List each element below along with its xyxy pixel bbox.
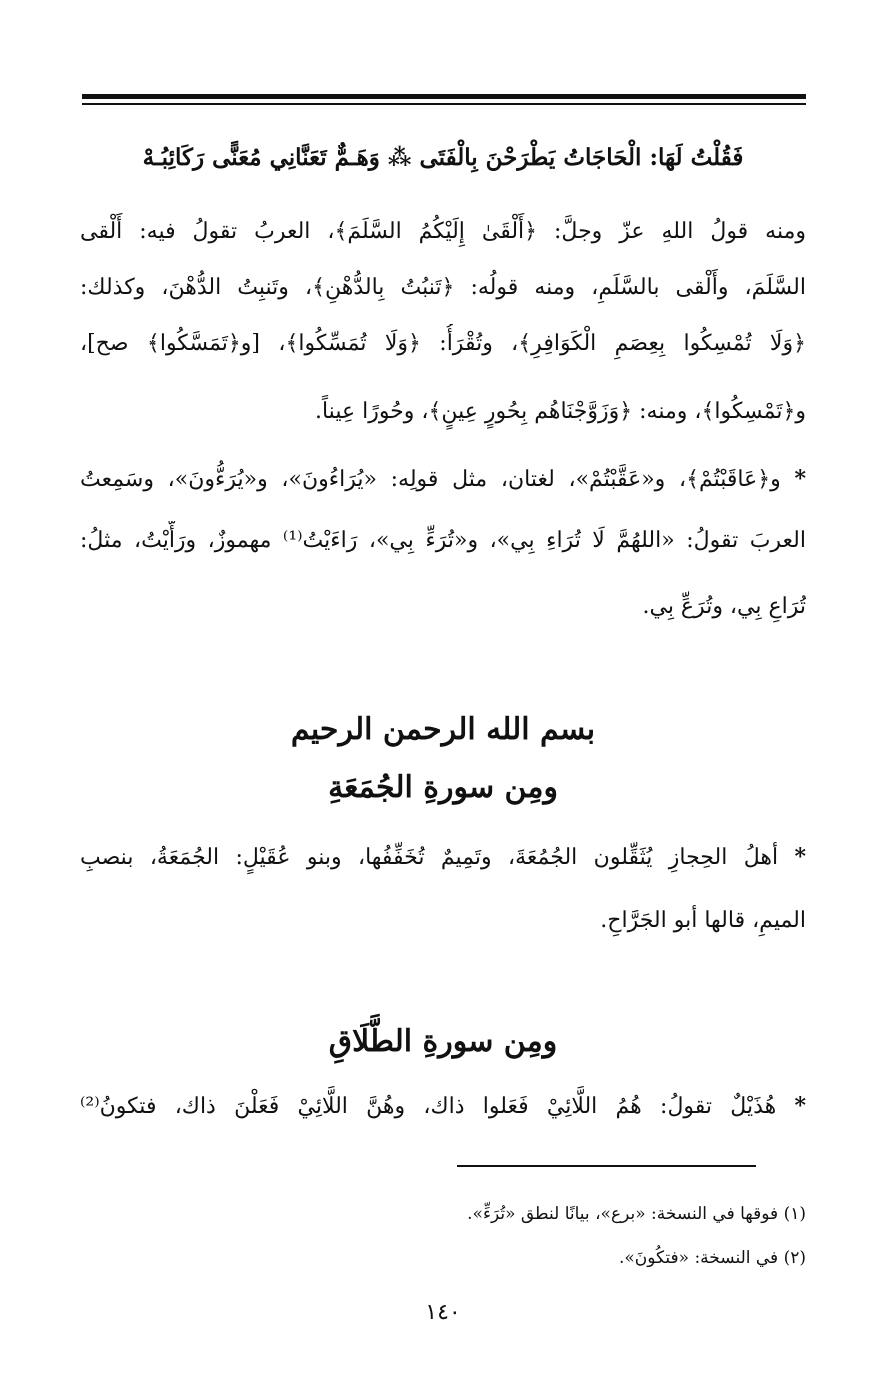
paragraph-1-line: ومنه قولُ اللهِ عزّ وجلَّ: ﴿أَلْقَىٰ إِلَيْكُمُ السَّلَمَ﴾، العربُ تقولُ فيه: أَلْقى: [80, 219, 806, 244]
footnote-separator: [457, 1165, 756, 1167]
paragraph-3-line: الميمِ، قالها أبو الجَرَّاحِ.: [600, 908, 806, 933]
footnote-1: (١) فوقها في النسخة: «برع»، بيانًا لنطق «تُرَءِّ».: [467, 1204, 806, 1224]
star-marker: *: [794, 844, 806, 870]
paragraph-2-line: العربَ تقولُ: «اللهُمَّ لَا تُرَاءِ بِي»، و«تُرَءِّ بِي»، رَاءَيْتُ⁽¹⁾ مهموزٌ، ورَأَّيْتُ، مثلُ:: [80, 528, 806, 553]
paragraph-3-text: أهلُ الحِجازِ يُثَقِّلون الجُمُعَةَ، وتَمِيمٌ تُخَفِّفُها، وبنو عُقَيْلٍ: الجُمَعَةُ، بنصبِ: [80, 845, 779, 870]
paragraph-3-line: [80, 837, 806, 877]
paragraph-2-line: تُرَاعِ بِي، وتُرَعِّ بِي.: [642, 594, 806, 619]
verse-line: فَقُلْتُ لَهَا: الْحَاجَاتُ يَطْرَحْنَ بِالْفَتَى ⁂ وَهَـمٌّ تَعَنَّانِي مُعَنًّى رَكَائِبُـهْ: [142, 144, 744, 171]
paragraph-2-line: [80, 459, 806, 499]
paragraph-1-line: السَّلَمَ، وأَلْقى بالسَّلَمِ، ومنه قولُه: ﴿تَنبُتُ بِالدُّهْنِ﴾، وتَنبِتُ الدُّهْنَ، وكذلك:: [80, 275, 806, 300]
top-rule-thick: [82, 94, 806, 99]
footnote-2: (٢) في النسخة: «فتكُونَ».: [618, 1248, 806, 1268]
page-number: ١٤٠: [425, 1300, 461, 1325]
paragraph-4-text: هُذَيْلٌ تقولُ: هُمُ اللَّائِيْ فَعَلوا ذاك، وهُنَّ اللَّائِيْ فَعَلْنَ ذاك، فتكونُ⁽²⁾: [80, 1094, 777, 1119]
heading-surat-at-talaq: ومِن سورةِ الطَّلَاقِ: [328, 1024, 558, 1059]
paragraph-1-line: و﴿تَمْسِكُوا﴾، ومنه: ﴿وَزَوَّجْنَاهُم بِحُورٍ عِينٍ﴾، وحُورًا عِيناً.: [314, 399, 806, 424]
paragraph-1-line: ﴿وَلَا تُمْسِكُوا بِعِصَمِ الْكَوَافِرِ﴾، وتُقْرَأُ: ﴿وَلَا تُمَسِّكُوا﴾، [و﴿تَمَسَّكُوا﴾ صح]،: [80, 331, 806, 356]
heading-surat-al-jumua: ومِن سورةِ الجُمَعَةِ: [328, 770, 558, 805]
paragraph-2-text: و﴿عَاقَبْتُمْ﴾، و«عَقَّبْتُمْ»، لغتان، مثل قولِه: «يُرَاءُونَ»، و«يُرَءُّونَ»، وسَمِعتُ: [80, 467, 781, 492]
top-rule-thin: [82, 103, 806, 105]
star-marker: *: [794, 1093, 806, 1119]
heading-bismillah: بسم الله الرحمن الرحيم: [290, 712, 596, 747]
paragraph-4-line: [80, 1086, 806, 1126]
star-marker: *: [794, 466, 806, 492]
